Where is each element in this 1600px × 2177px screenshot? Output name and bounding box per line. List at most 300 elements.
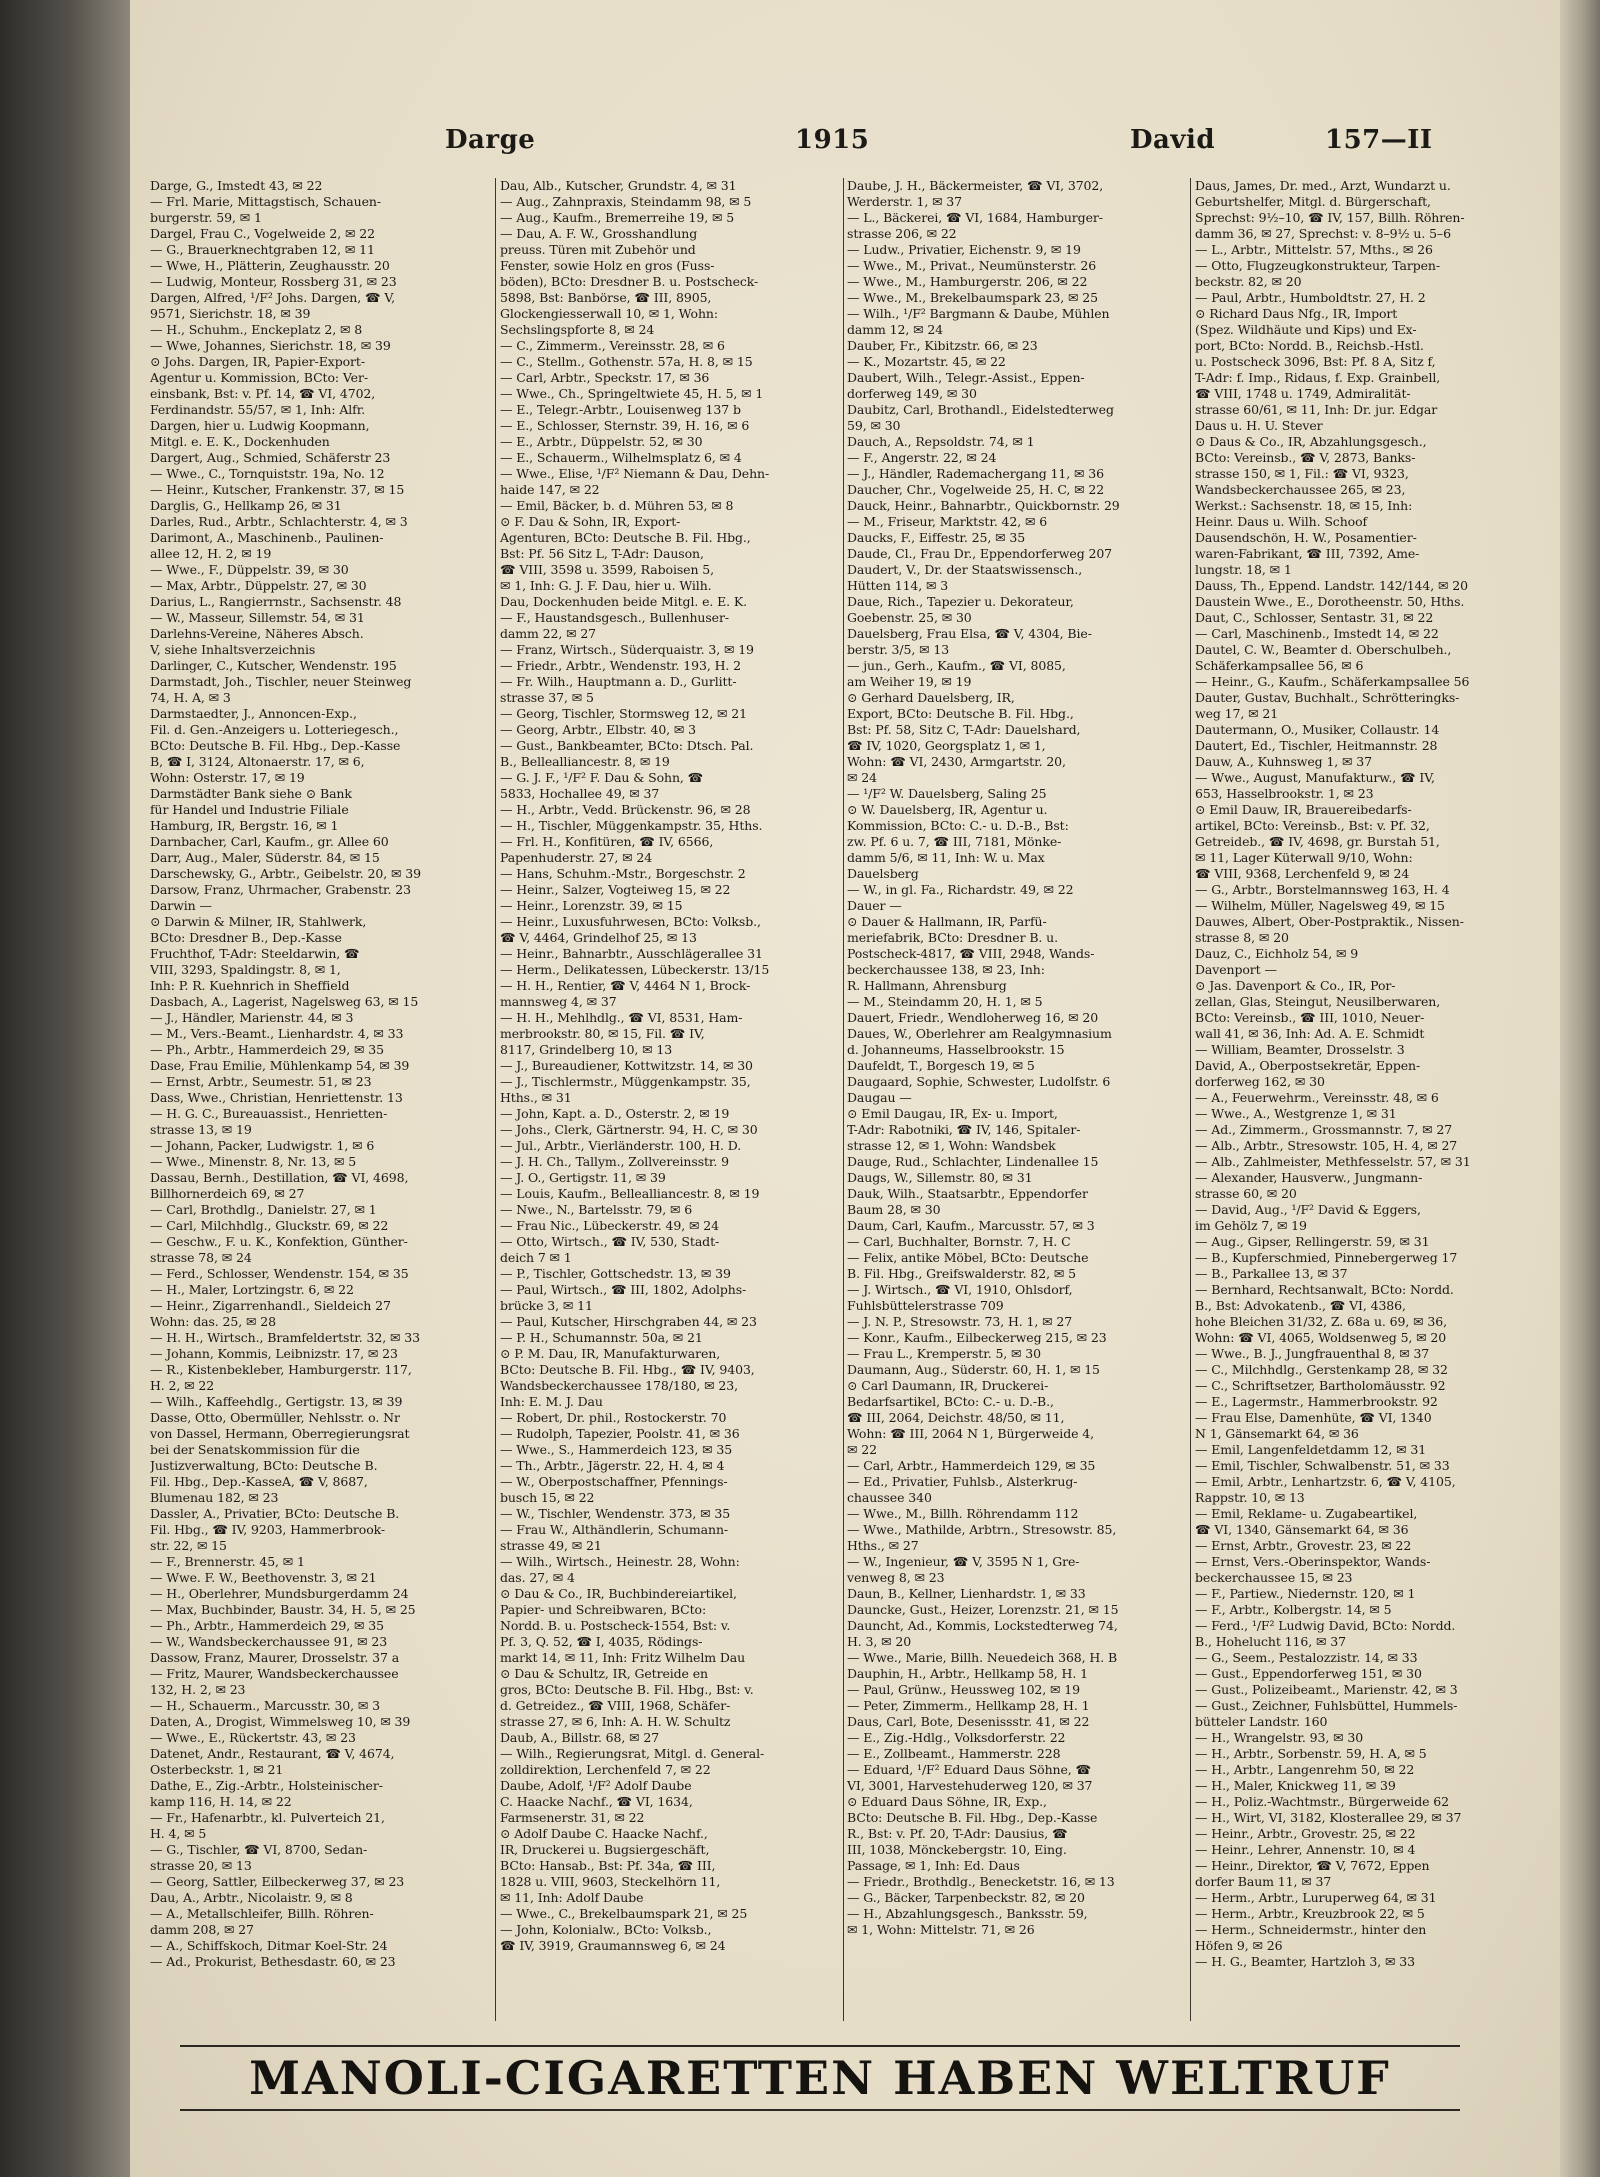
directory-line: Dau, Dockenhuden beide Mitgl. e. E. K. (500, 594, 748, 609)
directory-line: Dassler, A., Privatier, BCto: Deutsche B. (150, 1506, 400, 1521)
directory-line: V, siehe Inhaltsverzeichnis (150, 642, 316, 657)
directory-line: — Gust., Polizeibeamt., Marienstr. 42, ✉ 3 (1195, 1682, 1458, 1697)
directory-line: Wandsbeckerchaussee 265, ✉ 23, (1195, 482, 1406, 497)
directory-line: — Heinr., Lehrer, Annenstr. 10, ✉ 4 (1195, 1842, 1416, 1857)
directory-line: Dau, A., Arbtr., Nicolaistr. 9, ✉ 8 (150, 1890, 353, 1905)
directory-column-3 (847, 178, 1187, 2021)
directory-line: Pf. 3, Q. 52, ☎ I, 4035, Rödings- (500, 1634, 703, 1649)
directory-line: T-Adr: Rabotniki, ☎ IV, 146, Spitaler- (847, 1122, 1081, 1137)
directory-line: Daun, B., Kellner, Lienhardstr. 1, ✉ 33 (847, 1586, 1086, 1601)
directory-line: — Wwe., Marie, Billh. Neuedeich 368, H. B (847, 1650, 1118, 1665)
directory-line: artikel, BCto: Vereinsb., Bst: v. Pf. 32, (1195, 818, 1430, 833)
directory-line: Daubitz, Carl, Brothandl., Eidelstedterweg (847, 402, 1114, 417)
directory-line: — Ferd., ¹/F² Ludwig David, BCto: Nordd. (1195, 1618, 1456, 1633)
directory-line: Darimont, A., Maschinenb., Paulinen- (150, 530, 384, 545)
directory-line: Ferdinandstr. 55/57, ✉ 1, Inh: Alfr. (150, 402, 366, 417)
directory-line: — Emil, Tischler, Schwalbenstr. 51, ✉ 33 (1195, 1458, 1450, 1473)
directory-line: Daten, A., Drogist, Wimmelsweg 10, ✉ 39 (150, 1714, 411, 1729)
directory-line: — Johs., Clerk, Gärtnerstr. 94, H. C, ✉ 30 (500, 1122, 758, 1137)
directory-line: — Th., Arbtr., Jägerstr. 22, H. 4, ✉ 4 (500, 1458, 725, 1473)
directory-line: am Weiher 19, ✉ 19 (847, 674, 972, 689)
directory-line: — Frau L., Kremperstr. 5, ✉ 30 (847, 1346, 1041, 1361)
directory-line: — Heinr., Bahnarbtr., Ausschlägerallee 31 (500, 946, 763, 961)
directory-column-4 (1195, 178, 1535, 2021)
directory-line: — G., Bäcker, Tarpenbeckstr. 82, ✉ 20 (847, 1890, 1085, 1905)
directory-line: strasse 13, ✉ 19 (150, 1122, 252, 1137)
directory-line: — H., Oberlehrer, Mundsburgerdamm 24 (150, 1586, 409, 1601)
directory-line: — Wwe., A., Westgrenze 1, ✉ 31 (1195, 1106, 1397, 1121)
directory-line: Daube, J. H., Bäckermeister, ☎ VI, 3702, (847, 178, 1104, 193)
directory-line: Dauelsberg, Frau Elsa, ☎ V, 4304, Bie- (847, 626, 1092, 641)
header-year: 1915 (795, 125, 870, 155)
directory-line: Daude, Cl., Frau Dr., Eppendorferweg 207 (847, 546, 1113, 561)
directory-line: — W., Wandsbeckerchaussee 91, ✉ 23 (150, 1634, 388, 1649)
directory-line: R., Bst: v. Pf. 20, T-Adr: Dausius, ☎ (847, 1826, 1068, 1841)
directory-line: Daues, W., Oberlehrer am Realgymnasium (847, 1026, 1112, 1041)
directory-line: — H., Wrangelstr. 93, ✉ 30 (1195, 1730, 1364, 1745)
directory-line: Darglis, G., Hellkamp 26, ✉ 31 (150, 498, 342, 513)
directory-line: Daus, James, Dr. med., Arzt, Wundarzt u. (1195, 178, 1451, 193)
scan-margin-left (0, 0, 130, 2177)
directory-line: Darius, L., Rangierrnstr., Sachsenstr. 48 (150, 594, 402, 609)
directory-line: Passage, ✉ 1, Inh: Ed. Daus (847, 1858, 1020, 1873)
directory-column-1 (150, 178, 492, 2021)
directory-line: einsbank, Bst: v. Pf. 14, ☎ VI, 4702, (150, 386, 376, 401)
directory-line: ⊙ W. Dauelsberg, IR, Agentur u. (847, 802, 1048, 817)
directory-line: brücke 3, ✉ 11 (500, 1298, 593, 1313)
directory-line: — Heinr., Direktor, ☎ V, 7672, Eppen (1195, 1858, 1430, 1873)
directory-line: — Wwe. F. W., Beethovenstr. 3, ✉ 21 (150, 1570, 377, 1585)
directory-line: Höfen 9, ✉ 26 (1195, 1938, 1283, 1953)
directory-line: — B., Kupferschmied, Pinnebergerweg 17 (1195, 1250, 1458, 1265)
directory-line: Dauss, Th., Eppend. Landstr. 142/144, ✉ 20 (1195, 578, 1468, 593)
directory-line: — Wilh., ¹/F² Bargmann & Daube, Mühlen (847, 306, 1110, 321)
directory-line: — John, Kapt. a. D., Osterstr. 2, ✉ 19 (500, 1106, 730, 1121)
directory-line: — Wwe., M., Billh. Röhrendamm 112 (847, 1506, 1079, 1521)
directory-line: — A., Feuerwehrm., Vereinsstr. 48, ✉ 6 (1195, 1090, 1439, 1105)
directory-line: dorfer Baum 11, ✉ 37 (1195, 1874, 1332, 1889)
directory-line: — J., Händler, Marienstr. 44, ✉ 3 (150, 1010, 354, 1025)
directory-line: Export, BCto: Deutsche B. Fil. Hbg., (847, 706, 1074, 721)
directory-line: strasse 150, ✉ 1, Fil.: ☎ VI, 9323, (1195, 466, 1409, 481)
directory-line: ⊙ Dauer & Hallmann, IR, Parfü- (847, 914, 1047, 929)
directory-line: 59, ✉ 30 (847, 418, 901, 433)
directory-line: damm 5/6, ✉ 11, Inh: W. u. Max (847, 850, 1045, 865)
directory-line: Dassow, Franz, Maurer, Drosselstr. 37 a (150, 1650, 400, 1665)
directory-line: bei der Senatskommission für die (150, 1442, 360, 1457)
directory-line: — Felix, antike Möbel, BCto: Deutsche (847, 1250, 1089, 1265)
directory-line: Daufeldt, T., Borgesch 19, ✉ 5 (847, 1058, 1035, 1073)
directory-line: ⊙ Johs. Dargen, IR, Papier-Export- (150, 354, 365, 369)
directory-line: für Handel und Industrie Filiale (150, 802, 349, 817)
directory-line: Daube, Adolf, ¹/F² Adolf Daube (500, 1778, 692, 1793)
directory-line: — Emil, Arbtr., Lenhartzstr. 6, ☎ V, 4105, (1195, 1474, 1456, 1489)
directory-line: Dargert, Aug., Schmied, Schäferstr 23 (150, 450, 391, 465)
directory-line: — Wwe, H., Plätterin, Zeughausstr. 20 (150, 258, 390, 273)
directory-line: — G. J. F., ¹/F² F. Dau & Sohn, ☎ (500, 770, 704, 785)
directory-line: Daus, Carl, Bote, Desenissstr. 41, ✉ 22 (847, 1714, 1090, 1729)
directory-line: — Wwe., S., Hammerdeich 123, ✉ 35 (500, 1442, 733, 1457)
directory-line: Getreideb., ☎ IV, 4698, gr. Burstah 51, (1195, 834, 1440, 849)
directory-line: Postscheck-4817, ☎ VIII, 2948, Wands- (847, 946, 1095, 961)
directory-line: — Heinr., Zigarrenhandl., Sieldeich 27 (150, 1298, 391, 1313)
directory-line: — Wwe., Minenstr. 8, Nr. 13, ✉ 5 (150, 1154, 357, 1169)
directory-line: Daugau — (847, 1090, 912, 1105)
directory-line: — Peter, Zimmerm., Hellkamp 28, H. 1 (847, 1698, 1090, 1713)
directory-line: — Herm., Delikatessen, Lübeckerstr. 13/15 (500, 962, 770, 977)
directory-line: Darlehns-Vereine, Näheres Absch. (150, 626, 364, 641)
directory-line: — G., Seem., Pestalozzistr. 14, ✉ 33 (1195, 1650, 1418, 1665)
directory-line: lungstr. 18, ✉ 1 (1195, 562, 1292, 577)
directory-line: Werderstr. 1, ✉ 37 (847, 194, 963, 209)
directory-line: Darnbacher, Carl, Kaufm., gr. Allee 60 (150, 834, 389, 849)
directory-line: — Herm., Schneidermstr., hinter den (1195, 1922, 1427, 1937)
directory-line: damm 36, ✉ 27, Sprechst: v. 8–9½ u. 5–6 (1195, 226, 1451, 241)
directory-line: strasse 37, ✉ 5 (500, 690, 594, 705)
directory-line: Dauch, A., Repsoldstr. 74, ✉ 1 (847, 434, 1035, 449)
directory-line: Baum 28, ✉ 30 (847, 1202, 941, 1217)
directory-line: Goebenstr. 25, ✉ 30 (847, 610, 972, 625)
directory-line: Daue, Rich., Tapezier u. Dekorateur, (847, 594, 1074, 609)
directory-line: — W., Oberpostschaffner, Pfennings- (500, 1474, 728, 1489)
directory-line: — Fr. Wilh., Hauptmann a. D., Gurlitt- (500, 674, 737, 689)
directory-line: — J., Tischlermstr., Müggenkampstr. 35, (500, 1074, 751, 1089)
directory-line: — Wwe., Mathilde, Arbtrn., Stresowstr. 85, (847, 1522, 1117, 1537)
directory-line: — A., Metallschleifer, Billh. Röhren- (150, 1906, 374, 1921)
directory-line: ⊙ Carl Daumann, IR, Druckerei- (847, 1378, 1049, 1393)
directory-line: chaussee 340 (847, 1490, 932, 1505)
directory-line: — J., Händler, Rademachergang 11, ✉ 36 (847, 466, 1104, 481)
directory-line: — J. O., Gertigstr. 11, ✉ 39 (500, 1170, 666, 1185)
directory-line: — A., Schiffskoch, Ditmar Koel-Str. 24 (150, 1938, 388, 1953)
directory-line: berstr. 3/5, ✉ 13 (847, 642, 950, 657)
directory-line: (Spez. Wildhäute und Kips) und Ex- (1195, 322, 1417, 337)
directory-line: ☎ VIII, 3598 u. 3599, Raboisen 5, (500, 562, 715, 577)
directory-line: 132, H. 2, ✉ 23 (150, 1682, 246, 1697)
directory-line: Dauter, Gustav, Buchhalt., Schrötteringks- (1195, 690, 1460, 705)
directory-line: ✉ 1, Inh: G. J. F. Dau, hier u. Wilh. (500, 578, 712, 593)
directory-line: Darles, Rud., Arbtr., Schlachterstr. 4, ✉ 3 (150, 514, 408, 529)
directory-line: Agentur u. Kommission, BCto: Ver- (150, 370, 368, 385)
directory-line: — Aug., Gipser, Rellingerstr. 59, ✉ 31 (1195, 1234, 1430, 1249)
directory-line: gros, BCto: Deutsche B. Fil. Hbg., Bst: v. (500, 1682, 754, 1697)
directory-line: — Frau W., Althändlerin, Schumann- (500, 1522, 729, 1537)
directory-line: Wohn: ☎ VI, 4065, Woldsenweg 5, ✉ 20 (1195, 1330, 1447, 1345)
directory-line: im Gehölz 7, ✉ 19 (1195, 1218, 1307, 1233)
directory-line: strasse 12, ✉ 1, Wohn: Wandsbek (847, 1138, 1056, 1153)
directory-line: — Wilh., Wirtsch., Heinestr. 28, Wohn: (500, 1554, 740, 1569)
directory-line: 1828 u. VIII, 9603, Steckelhörn 11, (500, 1874, 721, 1889)
directory-line: — Ernst, Arbtr., Grovestr. 23, ✉ 22 (1195, 1538, 1412, 1553)
directory-line: Dauber, Fr., Kibitzstr. 66, ✉ 23 (847, 338, 1038, 353)
directory-line: — Emil, Bäcker, b. d. Mühren 53, ✉ 8 (500, 498, 734, 513)
directory-line: Fil. Hbg., Dep.-KasseA, ☎ V, 8687, (150, 1474, 368, 1489)
directory-line: H. 2, ✉ 22 (150, 1378, 215, 1393)
directory-line: Papenhuderstr. 27, ✉ 24 (500, 850, 653, 865)
directory-line: — Paul, Wirtsch., ☎ III, 1802, Adolphs- (500, 1282, 747, 1297)
directory-line: strasse 60/61, ✉ 11, Inh: Dr. jur. Edgar (1195, 402, 1438, 417)
directory-line: — E., Arbtr., Düppelstr. 52, ✉ 30 (500, 434, 703, 449)
directory-line: ⊙ Gerhard Dauelsberg, IR, (847, 690, 1015, 705)
directory-line: — E., Zig.-Hdlg., Volksdorferstr. 22 (847, 1730, 1066, 1745)
directory-line: — Alb., Zahlmeister, Methfesselstr. 57, ✉ 31 (1195, 1154, 1471, 1169)
directory-line: Dasse, Otto, Obermüller, Nehlsstr. o. Nr (150, 1410, 400, 1425)
directory-line: kamp 116, H. 14, ✉ 22 (150, 1794, 292, 1809)
directory-line: ⊙ Adolf Daube C. Haacke Nachf., (500, 1826, 708, 1841)
directory-line: — W., Ingenieur, ☎ V, 3595 N 1, Gre- (847, 1554, 1080, 1569)
directory-line: — Wwe., C., Tornquiststr. 19a, No. 12 (150, 466, 385, 481)
directory-line: BCto: Vereinsb., ☎ III, 1010, Neuer- (1195, 1010, 1425, 1025)
directory-line: Wandsbeckerchaussee 178/180, ✉ 23, (500, 1378, 738, 1393)
directory-line: Justizverwaltung, BCto: Deutsche B. (150, 1458, 378, 1473)
directory-line: — John, Kolonialw., BCto: Volksb., (500, 1922, 712, 1937)
directory-line: — Ernst, Arbtr., Seumestr. 51, ✉ 23 (150, 1074, 372, 1089)
directory-line: Blumenau 182, ✉ 23 (150, 1490, 279, 1505)
directory-line: u. Postscheck 3096, Bst: Pf. 8 A, Sitz f, (1195, 354, 1436, 369)
directory-line: — Konr., Kaufm., Eilbeckerweg 215, ✉ 23 (847, 1330, 1107, 1345)
directory-line: 5898, Bst: Banbörse, ☎ III, 8905, (500, 290, 712, 305)
directory-line: Dassau, Bernh., Destillation, ☎ VI, 4698, (150, 1170, 409, 1185)
directory-line: — Geschw., F. u. K., Konfektion, Günther- (150, 1234, 408, 1249)
directory-line: ✉ 11, Lager Küterwall 9/10, Wohn: (1195, 850, 1413, 865)
directory-line: Darsow, Franz, Uhrmacher, Grabenstr. 23 (150, 882, 411, 897)
directory-line: — G., Tischler, ☎ VI, 8700, Sedan- (150, 1842, 368, 1857)
directory-line: ☎ VI, 1340, Gänsemarkt 64, ✉ 36 (1195, 1522, 1409, 1537)
directory-line: mannsweg 4, ✉ 37 (500, 994, 617, 1009)
directory-line: — Ludw., Privatier, Eichenstr. 9, ✉ 19 (847, 242, 1081, 257)
directory-line: — Carl, Brothdlg., Danielstr. 27, ✉ 1 (150, 1202, 377, 1217)
directory-line: Dauz, C., Eichholz 54, ✉ 9 (1195, 946, 1359, 961)
directory-line: Bst: Pf. 58, Sitz C, T-Adr: Dauelshard, (847, 722, 1081, 737)
directory-line: — H., Maler, Lortzingstr. 6, ✉ 22 (150, 1282, 354, 1297)
directory-line: — Aug., Zahnpraxis, Steindamm 98, ✉ 5 (500, 194, 752, 209)
directory-line: — Ph., Arbtr., Hammerdeich 29, ✉ 35 (150, 1618, 384, 1633)
directory-line: — Louis, Kaufm., Bellealliancestr. 8, ✉ 19 (500, 1186, 760, 1201)
directory-line: Dargel, Frau C., Vogelweide 2, ✉ 22 (150, 226, 375, 241)
directory-line: zellan, Glas, Steingut, Neusilberwaren, (1195, 994, 1441, 1009)
directory-line: allee 12, H. 2, ✉ 19 (150, 546, 272, 561)
directory-line: d. Getreidez., ☎ VIII, 1968, Schäfer- (500, 1698, 731, 1713)
directory-line: — Wwe., M., Hamburgerstr. 206, ✉ 22 (847, 274, 1088, 289)
directory-line: — L., Bäckerei, ☎ VI, 1684, Hamburger- (847, 210, 1103, 225)
directory-line: — Wwe., August, Manufakturw., ☎ IV, (1195, 770, 1435, 785)
directory-line: Daucher, Chr., Vogelweide 25, H. C, ✉ 22 (847, 482, 1105, 497)
directory-line: hohe Bleichen 31/32, Z. 68a u. 69, ✉ 36, (1195, 1314, 1447, 1329)
directory-line: strasse 60, ✉ 20 (1195, 1186, 1297, 1201)
directory-line: Heinr. Daus u. Wilh. Schoof (1195, 514, 1368, 529)
directory-line: Hamburg, IR, Bergstr. 16, ✉ 1 (150, 818, 339, 833)
directory-line: — Fr., Hafenarbtr., kl. Pulverteich 21, (150, 1810, 385, 1825)
directory-line: ✉ 1, Wohn: Mittelstr. 71, ✉ 26 (847, 1922, 1035, 1937)
directory-line: — C., Schriftsetzer, Bartholomäusstr. 92 (1195, 1378, 1446, 1393)
directory-line: beckerchaussee 138, ✉ 23, Inh: (847, 962, 1045, 977)
directory-line: — H., Wirt, VI, 3182, Klosterallee 29, ✉ 37 (1195, 1810, 1462, 1825)
directory-line: Davenport — (1195, 962, 1277, 977)
directory-line: Bst: Pf. 56 Sitz L, T-Adr: Dauson, (500, 546, 704, 561)
directory-line: Wohn: Osterstr. 17, ✉ 19 (150, 770, 305, 785)
directory-line: ✉ 11, Inh: Adolf Daube (500, 1890, 644, 1905)
directory-line: Daucks, F., Eiffestr. 25, ✉ 35 (847, 530, 1026, 545)
directory-line: Dauelsberg (847, 866, 919, 881)
directory-line: — Wwe., M., Privat., Neumünsterstr. 26 (847, 258, 1097, 273)
directory-line: — Gust., Bankbeamter, BCto: Dtsch. Pal. (500, 738, 754, 753)
directory-line: — H., Abzahlungsgesch., Banksstr. 59, (847, 1906, 1088, 1921)
directory-line: — H., Maler, Knickweg 11, ✉ 39 (1195, 1778, 1396, 1793)
directory-line: — Wwe., M., Brekelbaumspark 23, ✉ 25 (847, 290, 1098, 305)
directory-line: — Ernst, Vers.-Oberinspektor, Wands- (1195, 1554, 1431, 1569)
directory-line: Kommission, BCto: C.- u. D.-B., Bst: (847, 818, 1069, 833)
directory-line: deich 7 ✉ 1 (500, 1250, 572, 1265)
directory-line: — Emil, Reklame- u. Zugabeartikel, (1195, 1506, 1418, 1521)
directory-line: Daum, Carl, Kaufm., Marcusstr. 57, ✉ 3 (847, 1218, 1095, 1233)
directory-line: Fenster, sowie Holz en gros (Fuss- (500, 258, 715, 273)
directory-line: — Johann, Packer, Ludwigstr. 1, ✉ 6 (150, 1138, 375, 1153)
directory-line: — Otto, Flugzeugkonstrukteur, Tarpen- (1195, 258, 1440, 273)
directory-line: Osterbeckstr. 1, ✉ 21 (150, 1762, 284, 1777)
directory-line: bütteler Landstr. 160 (1195, 1714, 1328, 1729)
directory-line: — Emil, Langenfeldetdamm 12, ✉ 31 (1195, 1442, 1427, 1457)
directory-line: — Paul, Kutscher, Hirschgraben 44, ✉ 23 (500, 1314, 757, 1329)
directory-line: Dauk, Wilh., Staatsarbtr., Eppendorfer (847, 1186, 1088, 1201)
directory-line: — C., Zimmerm., Vereinsstr. 28, ✉ 6 (500, 338, 725, 353)
directory-line: — M., Friseur, Marktstr. 42, ✉ 6 (847, 514, 1048, 529)
directory-line: — Alexander, Hausverw., Jungmann- (1195, 1170, 1423, 1185)
directory-line: Daugaard, Sophie, Schwester, Ludolfstr. 6 (847, 1074, 1111, 1089)
directory-line: BCto: Hansab., Bst: Pf. 34a, ☎ III, (500, 1858, 716, 1873)
directory-line: — Wwe., Ch., Springeltwiete 45, H. 5, ✉ 1 (500, 386, 764, 401)
directory-line: Dautert, Ed., Tischler, Heitmannstr. 28 (1195, 738, 1438, 753)
directory-line: — Alb., Arbtr., Stresowstr. 105, H. 4, ✉ 27 (1195, 1138, 1458, 1153)
directory-line: Hths., ✉ 27 (847, 1538, 919, 1553)
directory-line: ⊙ Daus & Co., IR, Abzahlungsgesch., (1195, 434, 1427, 449)
directory-line: Sprechst: 9½–10, ☎ IV, 157, Billh. Röhren- (1195, 210, 1465, 225)
directory-line: — Georg, Sattler, Eilbeckerweg 37, ✉ 23 (150, 1874, 405, 1889)
directory-line: — Wilh., Regierungsrat, Mitgl. d. General- (500, 1746, 765, 1761)
directory-line: wall 41, ✉ 36, Inh: Ad. A. E. Schmidt (1195, 1026, 1425, 1041)
directory-line: — Ad., Zimmerm., Grossmannstr. 7, ✉ 27 (1195, 1122, 1453, 1137)
directory-line: — Carl, Maschinenb., Imstedt 14, ✉ 22 (1195, 626, 1439, 641)
directory-line: — Georg, Tischler, Stormsweg 12, ✉ 21 (500, 706, 747, 721)
directory-line: — Heinr., Lorenzstr. 39, ✉ 15 (500, 898, 683, 913)
directory-line: — H., Poliz.-Wachtmstr., Bürgerweide 62 (1195, 1794, 1449, 1809)
directory-line: III, 1038, Mönckebergstr. 10, Eing. (847, 1842, 1067, 1857)
directory-line: Dass, Wwe., Christian, Henriettenstr. 13 (150, 1090, 403, 1105)
directory-line: — Wwe, Johannes, Sierichstr. 18, ✉ 39 (150, 338, 391, 353)
directory-line: strasse 20, ✉ 13 (150, 1858, 252, 1873)
directory-line: — Gust., Eppendorferweg 151, ✉ 30 (1195, 1666, 1422, 1681)
directory-line: — C., Stellm., Gothenstr. 57a, H. 8, ✉ 15 (500, 354, 753, 369)
directory-line: B., Bst: Advokatenb., ☎ VI, 4386, (1195, 1298, 1406, 1313)
directory-line: — Wwe., B. J., Jungfrauenthal 8, ✉ 37 (1195, 1346, 1430, 1361)
directory-line: — H., Arbtr., Sorbenstr. 59, H. A, ✉ 5 (1195, 1746, 1427, 1761)
directory-line: ☎ VIII, 1748 u. 1749, Admiralität- (1195, 386, 1411, 401)
directory-line: Schäferkampsallee 56, ✉ 6 (1195, 658, 1364, 673)
header-left-word: Darge (445, 125, 536, 155)
directory-line: meriefabrik, BCto: Dresdner B. u. (847, 930, 1058, 945)
directory-line: str. 22, ✉ 15 (150, 1538, 227, 1553)
directory-line: ☎ IV, 1020, Georgsplatz 1, ✉ 1, (847, 738, 1046, 753)
directory-line: Mitgl. e. E. K., Dockenhuden (150, 434, 330, 449)
directory-line: — Gust., Zeichner, Fuhlsbüttel, Hummels- (1195, 1698, 1458, 1713)
directory-line: — Heinr., G., Kaufm., Schäferkampsallee 56 (1195, 674, 1470, 689)
directory-line: — Nwe., N., Bartelsstr. 79, ✉ 6 (500, 1202, 693, 1217)
directory-line: H. 4, ✉ 5 (150, 1826, 207, 1841)
directory-line: damm 22, ✉ 27 (500, 626, 597, 641)
directory-line: — Wwe., E., Rückertstr. 43, ✉ 23 (150, 1730, 356, 1745)
directory-line: — E., Telegr.-Arbtr., Louisenweg 137 b (500, 402, 741, 417)
directory-line: Agenturen, BCto: Deutsche B. Fil. Hbg., (500, 530, 751, 545)
directory-line: Darmstädter Bank siehe ⊙ Bank (150, 786, 352, 801)
directory-line: — Ad., Prokurist, Bethesdastr. 60, ✉ 23 (150, 1954, 396, 1969)
directory-line: böden), BCto: Dresdner B. u. Postscheck- (500, 274, 759, 289)
directory-line: Dau, Alb., Kutscher, Grundstr. 4, ✉ 31 (500, 178, 737, 193)
directory-line: — Bernhard, Rechtsanwalt, BCto: Nordd. (1195, 1282, 1454, 1297)
directory-line: ☎ V, 4464, Grindelhof 25, ✉ 13 (500, 930, 697, 945)
directory-line: — C., Milchhdlg., Gerstenkamp 28, ✉ 32 (1195, 1362, 1448, 1377)
directory-line: — David, Aug., ¹/F² David & Eggers, (1195, 1202, 1421, 1217)
directory-line: Dauw, A., Kuhnsweg 1, ✉ 37 (1195, 754, 1372, 769)
directory-line: Darmstaedter, J., Annoncen-Exp., (150, 706, 357, 721)
directory-line: ⊙ Dau & Co., IR, Buchbindereiartikel, (500, 1586, 737, 1601)
directory-line: — B., Parkallee 13, ✉ 37 (1195, 1266, 1348, 1281)
directory-line: ⊙ Emil Dauw, IR, Brauereibedarfs- (1195, 802, 1412, 817)
directory-line: Dauer — (847, 898, 902, 913)
directory-line: Papier- und Schreibwaren, BCto: (500, 1602, 707, 1617)
directory-line: BCto: Deutsche B. Fil. Hbg., Dep.-Kasse (847, 1810, 1098, 1825)
directory-line: N 1, Gänsemarkt 64, ✉ 36 (1195, 1426, 1359, 1441)
directory-line: damm 208, ✉ 27 (150, 1922, 254, 1937)
directory-line: strasse 206, ✉ 22 (847, 226, 957, 241)
directory-line: Wohn: ☎ III, 2064 N 1, Bürgerweide 4, (847, 1426, 1094, 1441)
directory-line: Daub, A., Billstr. 68, ✉ 27 (500, 1730, 660, 1745)
directory-line: ⊙ Darwin & Milner, IR, Stahlwerk, (150, 914, 367, 929)
directory-line: Nordd. B. u. Postscheck-1554, Bst: v. (500, 1618, 731, 1633)
directory-line: — Frau Else, Damenhüte, ☎ VI, 1340 (1195, 1410, 1432, 1425)
directory-line: ⊙ Jas. Davenport & Co., IR, Por- (1195, 978, 1396, 993)
directory-line: — F., Haustandsgesch., Bullenhuser- (500, 610, 729, 625)
directory-line: — Georg, Arbtr., Elbstr. 40, ✉ 3 (500, 722, 697, 737)
directory-line: beckstr. 82, ✉ 20 (1195, 274, 1302, 289)
directory-line: Fil. d. Gen.-Anzeigers u. Lotteriegesch., (150, 722, 399, 737)
directory-line: preuss. Türen mit Zubehör und (500, 242, 696, 257)
directory-line: Hütten 114, ✉ 3 (847, 578, 949, 593)
directory-line: 5833, Hochallee 49, ✉ 37 (500, 786, 660, 801)
directory-line: VIII, 3293, Spaldingstr. 8, ✉ 1, (150, 962, 341, 977)
directory-line: — H. H., Rentier, ☎ V, 4464 N 1, Brock- (500, 978, 751, 993)
directory-line: Daudert, V., Dr. der Staatswissensch., (847, 562, 1083, 577)
directory-line: — Rudolph, Tapezier, Poolstr. 41, ✉ 36 (500, 1426, 740, 1441)
directory-line: — Ferd., Schlosser, Wendenstr. 154, ✉ 35 (150, 1266, 409, 1281)
directory-line: waren-Fabrikant, ☎ III, 7392, Ame- (1195, 546, 1420, 561)
directory-line: — Friedr., Brothdlg., Benecketstr. 16, ✉ 13 (847, 1874, 1115, 1889)
directory-line: Darr, Aug., Maler, Süderstr. 84, ✉ 15 (150, 850, 380, 865)
directory-line: ☎ IV, 3919, Graumannsweg 6, ✉ 24 (500, 1938, 726, 1953)
directory-line: — Otto, Wirtsch., ☎ IV, 530, Stadt- (500, 1234, 720, 1249)
directory-line: Fuhlsbüttelerstrasse 709 (847, 1298, 1004, 1313)
directory-line: — jun., Gerh., Kaufm., ☎ VI, 8085, (847, 658, 1066, 673)
directory-line: dorferweg 162, ✉ 30 (1195, 1074, 1325, 1089)
directory-line: Wohn: das. 25, ✉ 28 (150, 1314, 276, 1329)
directory-line: — Hans, Schuhm.-Mstr., Borgeschstr. 2 (500, 866, 746, 881)
directory-line: — Dau, A. F. W., Grosshandlung (500, 226, 698, 241)
directory-line: — H., Schuhm., Enckeplatz 2, ✉ 8 (150, 322, 363, 337)
directory-columns (150, 178, 1535, 2021)
directory-line: — Ed., Privatier, Fuhlsb., Alsterkrug- (847, 1474, 1078, 1489)
directory-line: Dargen, Alfred, ¹/F² Johs. Dargen, ☎ V, (150, 290, 395, 305)
directory-line: 8117, Grindelberg 10, ✉ 13 (500, 1042, 673, 1057)
directory-line: — G., Arbtr., Borstelmannsweg 163, H. 4 (1195, 882, 1450, 897)
directory-line: — L., Arbtr., Mittelstr. 57, Mths., ✉ 26 (1195, 242, 1433, 257)
